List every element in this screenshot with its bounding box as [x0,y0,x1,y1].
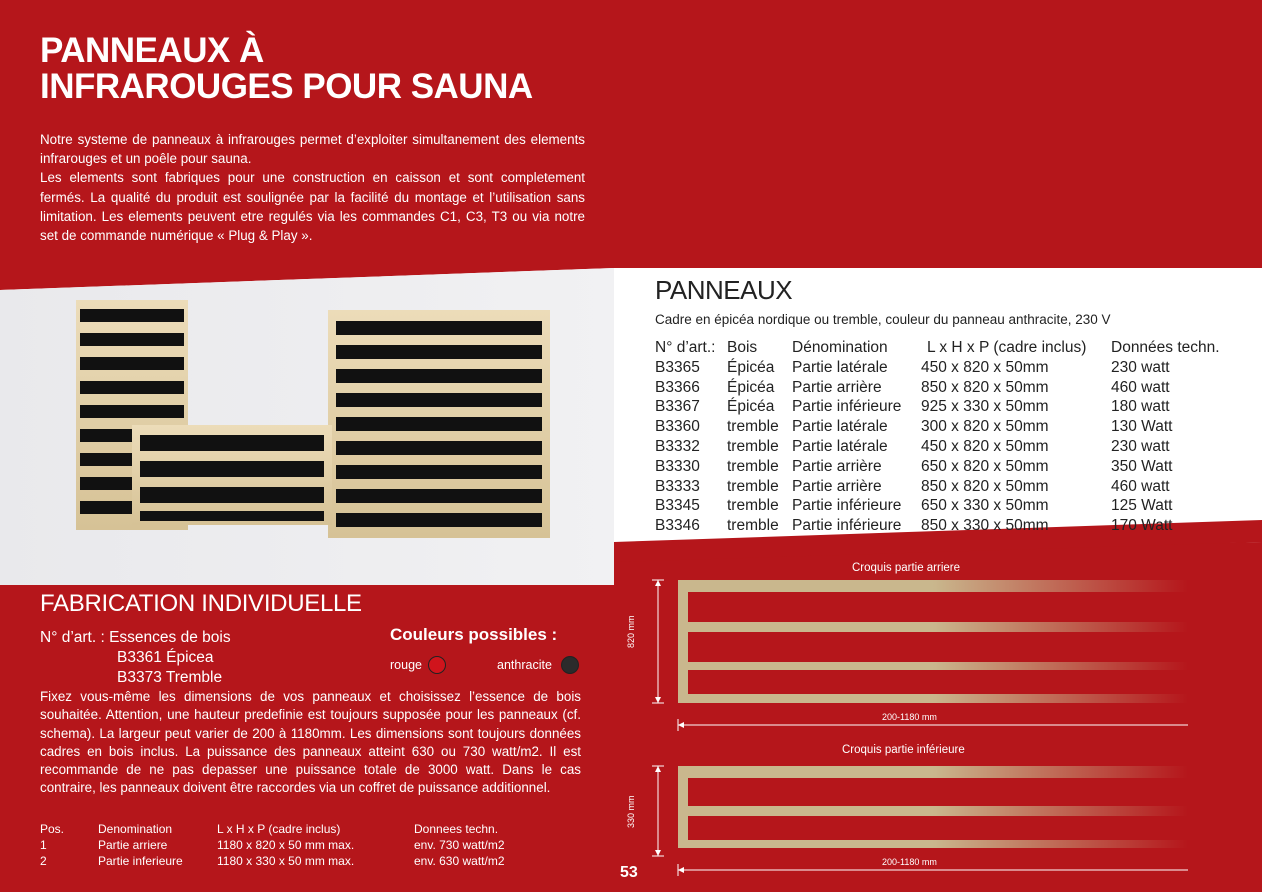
cell-bois: tremble [727,497,779,515]
intro-paragraph-1: Notre systeme de panneaux à infrarouges permet d’exploiter simultanement des elements infrarouges et un poêle pour sauna. [40,132,585,167]
pos-header: Pos. [40,822,65,836]
cell-donnees: 460 watt [1111,477,1170,495]
cell-pos: 1 [40,837,47,852]
cell-bois: tremble [727,517,779,535]
cell-dimensions: 650 x 330 x 50mm [921,497,1049,515]
page-number: 53 [620,864,638,881]
cell-denomination: Partie latérale [792,437,888,455]
header-bois: Bois [727,339,758,356]
sketch1-width-label: 200-1180 mm [882,712,937,722]
cell-art: B3360 [655,418,700,436]
cell-bois: tremble [727,437,779,455]
cell-donnees: env. 730 watt/m2 [414,837,505,852]
dimensions-header: L x H x P (cadre inclus) [217,822,341,836]
sketch2-label: Croquis partie inférieure [842,744,965,756]
cell-denomination: Partie arrière [792,457,882,475]
header-denomination: Dénomination [792,339,888,356]
fabrication-art-line1: N° d’art. : Essences de bois [40,629,231,646]
cell-denomination: Partie arrière [792,477,882,495]
cell-dimensions: 850 x 820 x 50mm [921,378,1049,396]
header-donnees: Données techn. [1111,339,1220,356]
donnees-header: Donnees techn. [414,822,499,836]
panneaux-section [655,275,1220,535]
color-anthracite-label: anthracite [497,658,552,672]
panneaux-title: PANNEAUX [655,275,793,305]
cell-donnees: 230 watt [1111,437,1170,455]
sketch1-label: Croquis partie arriere [852,562,961,574]
cell-denomination: Partie inférieure [792,497,902,515]
rouge-swatch [428,656,446,674]
cell-donnees: 350 Watt [1111,457,1173,475]
cell-donnees: 180 watt [1111,398,1170,416]
cell-donnees: 130 Watt [1111,418,1173,436]
cell-dimensions: 450 x 820 x 50mm [921,437,1049,455]
fabrication-body: Fixez vous-même les dimensions de vos panneaux et choisissez l’essence de bois souhaitée. Attention, une hauteur predefinie est toujours supposée pour les panneaux (cf. schema). La largeur peut varier de 200 à 1180mm. Les dimensions sont toujours données cadres en bois inclus. La puissance des panneaux atteint 630 ou 730 watt/m2. Il est recommande de ne pas depasser une puissance totale de 3000 watt. Dans le cas contraire, les panneaux doivent être raccordes via un coffret de puissance additionnel. [40,689,581,796]
cell-donnees: 230 watt [1111,358,1170,376]
cell-dimensions: 850 x 330 x 50mm [921,517,1049,535]
fabrication-articles [40,628,231,688]
colors-title: Couleurs possibles : [390,625,558,644]
cell-bois: Épicéa [727,398,775,416]
cell-dimensions: 650 x 820 x 50mm [921,457,1049,475]
panels-photo [0,285,614,585]
cell-bois: tremble [727,418,779,436]
header-dimensions: L x H x P (cadre inclus) [927,339,1087,356]
sketches-diagram [614,560,1262,892]
cell-denomination: Partie latérale [792,358,888,376]
fabrication-art-line3: B3373 Tremble [117,669,223,686]
fabrication-art-line2: B3361 Épicea [117,649,214,666]
cell-bois: Épicéa [727,378,775,396]
cell-donnees: 460 watt [1111,378,1170,396]
fabrication-title: FABRICATION INDIVIDUELLE [40,590,362,617]
back-panel-image [328,310,550,538]
cell-donnees: 125 Watt [1111,497,1173,515]
color-rouge-label: rouge [390,658,422,672]
cell-bois: tremble [727,457,779,475]
cell-art: B3366 [655,378,700,396]
sketch2-height-label: 330 mm [626,795,636,828]
cell-denomination: Partie latérale [792,418,888,436]
sketch1-height-label: 820 mm [626,615,636,648]
cell-denomination: Partie inférieure [792,517,902,535]
cell-denomination: Partie arrière [792,378,882,396]
page-title [40,33,533,105]
cell-art: B3367 [655,398,700,416]
cell-denomination: Partie inférieure [792,398,902,416]
cell-art: B3345 [655,497,700,515]
intro-paragraph-2: Les elements sont fabriques pour une construction en caisson et sont completement fermés. La qualité du produit est soulignée par la facilité du montage et l’utilisation sans limitation. Les elements peuvent etre regulés via les commandes C1, C3, T3 ou via notre set de commande numérique « Plug & Play ». [40,170,585,244]
cell-donnees: env. 630 watt/m2 [414,853,505,868]
cell-dimensions: 925 x 330 x 50mm [921,398,1049,416]
cell-bois: tremble [727,477,779,495]
page-title-line1: PANNEAUX À [40,31,264,70]
sketch2-width-label: 200-1180 mm [882,857,937,867]
cell-denomination: Partie arriere [98,837,168,852]
cell-art: B3365 [655,358,700,376]
header-art: N° d’art.: [655,339,716,356]
cell-dimensions: 850 x 820 x 50mm [921,477,1049,495]
panneaux-subtitle: Cadre en épicéa nordique ou tremble, couleur du panneau anthracite, 230 V [655,312,1111,327]
cell-pos: 2 [40,853,47,868]
cell-art: B3330 [655,457,700,475]
page-title-line2: INFRAROUGES POUR SAUNA [40,67,533,106]
denomination-header: Denomination [98,822,173,836]
back-part-sketch [652,580,1188,731]
cell-donnees: 170 Watt [1111,517,1173,535]
cell-art: B3333 [655,477,700,495]
anthracite-swatch [561,656,579,674]
cell-art: B3346 [655,517,700,535]
cell-dimensions: 300 x 820 x 50mm [921,418,1049,436]
cell-dimensions: 450 x 820 x 50mm [921,358,1049,376]
cell-dimensions: 1180 x 820 x 50 mm max. [217,837,355,852]
intro-text [40,130,585,245]
lower-panel-image [132,425,332,525]
cell-bois: Épicéa [727,358,775,376]
cell-denomination: Partie inferieure [98,853,183,868]
cell-art: B3332 [655,437,700,455]
cell-dimensions: 1180 x 330 x 50 mm max. [217,853,355,868]
